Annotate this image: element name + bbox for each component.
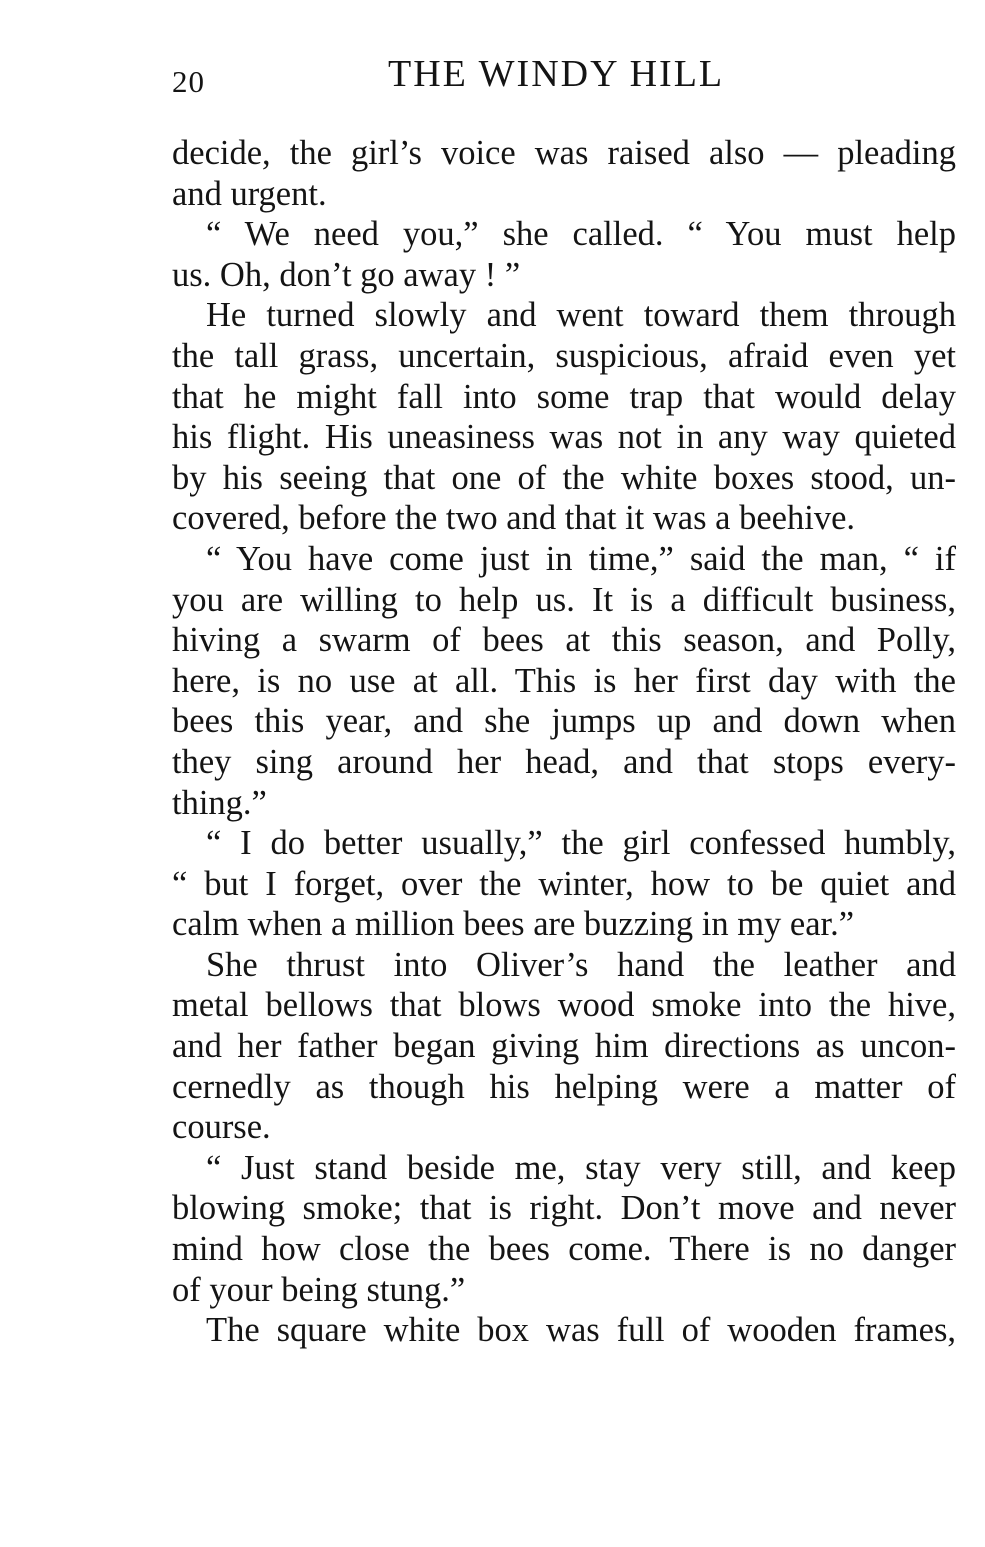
text-line: “ We need you,” she called. “ You must help <box>206 215 956 254</box>
text-line: “ I do better usually,” the girl confessed humbly, <box>206 824 956 863</box>
text-line: us. Oh, don’t go away ! ” <box>172 255 521 294</box>
text-line: by his seeing that one of the white boxes stood, un- <box>172 458 956 497</box>
page-header <box>172 52 958 104</box>
text-line: and her father began giving him directions as uncon- <box>172 1027 956 1066</box>
text-line: they sing around her head, and that stops every- <box>172 742 956 781</box>
text-line: hiving a swarm of bees at this season, and Polly, <box>172 621 956 660</box>
text-line: here, is no use at all. This is her first day with the <box>172 661 956 700</box>
text-line: She thrust into Oliver’s hand the leather and <box>206 945 956 984</box>
text-line: that he might fall into some trap that would delay <box>172 377 956 416</box>
text-line: “ You have come just in time,” said the man, “ if <box>206 539 956 578</box>
text-line: course. <box>172 1108 271 1147</box>
running-title: THE WINDY HILL <box>388 53 725 95</box>
text-line: mind how close the bees come. There is no danger <box>172 1230 956 1269</box>
text-line: calm when a million bees are buzzing in my ear.” <box>172 905 855 944</box>
text-line: of your being stung.” <box>172 1270 466 1309</box>
page-number: 20 <box>172 64 205 99</box>
text-line: decide, the girl’s voice was raised also — pleading <box>172 134 956 172</box>
text-line: “ but I forget, over the winter, how to be quiet and <box>172 864 956 903</box>
text-line: the tall grass, uncertain, suspicious, afraid even yet <box>172 336 956 375</box>
text-line: metal bellows that blows wood smoke into the hive, <box>172 986 956 1025</box>
text-line: cernedly as though his helping were a matter of <box>172 1067 956 1106</box>
text-line: The square white box was full of wooden frames, <box>206 1311 956 1350</box>
text-line: “ Just stand beside me, stay very still, and keep <box>206 1148 956 1187</box>
text-line: and urgent. <box>172 174 327 213</box>
text-line: bees this year, and she jumps up and down when <box>172 702 956 741</box>
text-line: He turned slowly and went toward them through <box>206 296 956 335</box>
text-line: thing.” <box>172 783 267 822</box>
text-line: covered, before the two and that it was a beehive. <box>172 499 856 538</box>
body-text <box>172 133 956 1351</box>
text-line: blowing smoke; that is right. Don’t move and never <box>172 1189 956 1228</box>
text-line: his flight. His uneasiness was not in any way quieted <box>172 418 956 457</box>
text-line: you are willing to help us. It is a difficult business, <box>172 580 956 619</box>
